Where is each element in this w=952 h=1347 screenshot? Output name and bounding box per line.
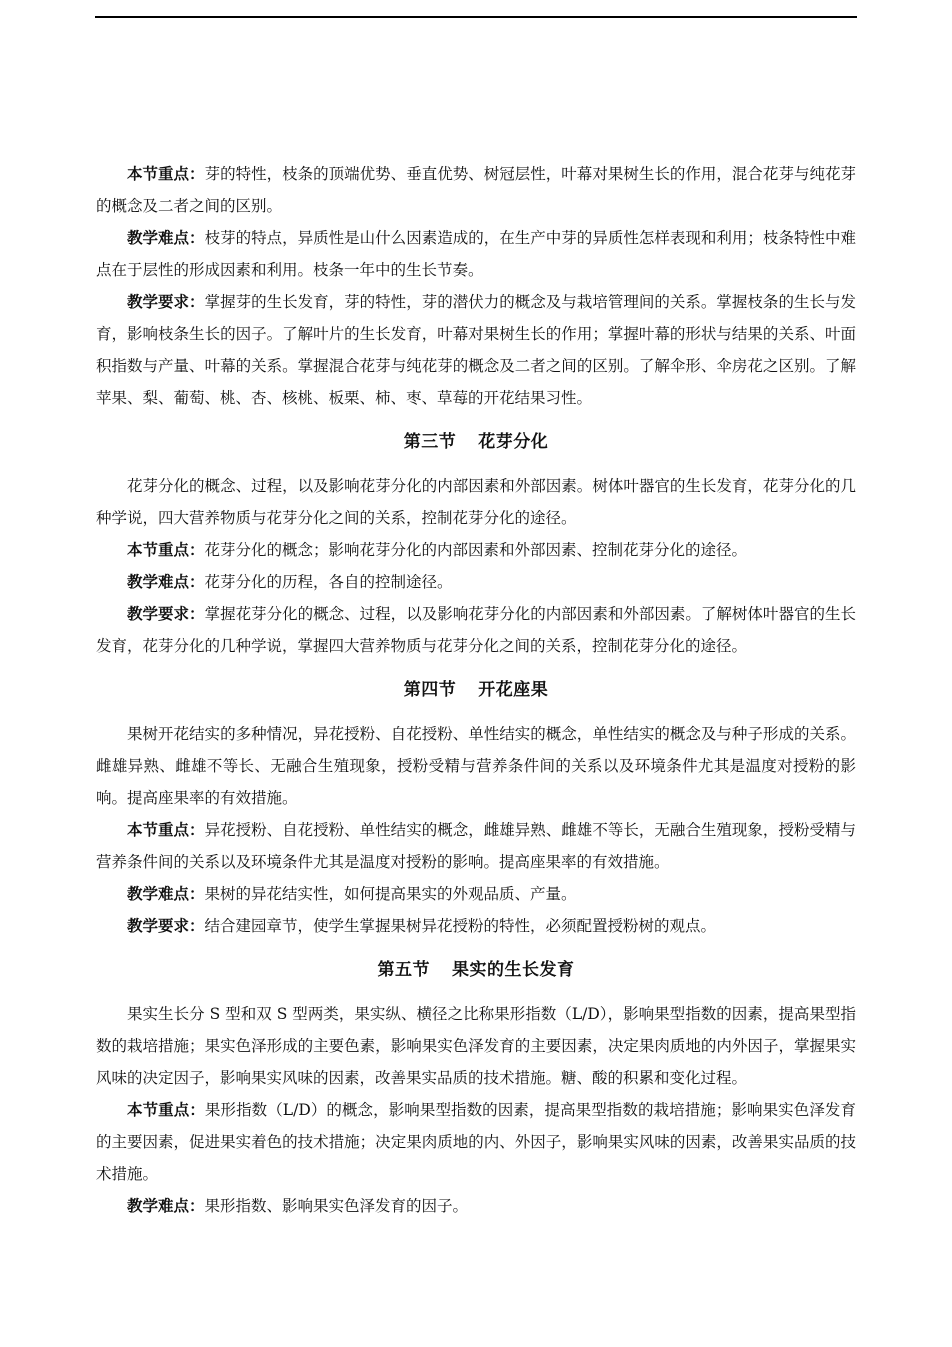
section2-key-points [96,158,856,222]
section5-difficulty [96,1190,856,1222]
difficulty-text: 花芽分化的历程，各自的控制途径。 [204,573,453,591]
requirement-label: 教学要求： [127,605,205,623]
requirement-text: 掌握芽的生长发育，芽的特性，芽的潜伏力的概念及与栽培管理间的关系。掌握枝条的生长与发育，影响枝条生长的因子。了解叶片的生长发育，叶幕对果树生长的作用；掌握叶幕的形状与结果的关系、叶面积指数与产量、叶幕的关系。掌握混合花芽与纯花芽的概念及二者之间的区别。了解伞形、伞房花之区别。了解苹果、梨、葡萄、桃、杏、核桃、板栗、柿、枣、草莓的开花结果习性。 [96,293,856,407]
section5-heading [96,952,856,988]
section4-intro: 果树开花结实的多种情况，异花授粉、自花授粉、单性结实的概念，单性结实的概念及与种子形成的关系。雌雄异熟、雌雄不等长、无融合生殖现象，授粉受精与营养条件间的关系以及环境条件尤其是温度对授粉的影响。提高座果率的有效措施。 [96,725,856,807]
key-points-label: 本节重点： [127,165,205,183]
key-points-label: 本节重点： [127,1101,205,1119]
key-points-label: 本节重点： [127,821,205,839]
document-body [96,158,856,1222]
section2-difficulty [96,222,856,286]
section4-key-points [96,814,856,878]
section3-number: 第三节 [403,432,457,452]
section3-heading [96,424,856,460]
section3-key-points [96,534,856,566]
header-rule [95,16,857,18]
section5-number: 第五节 [377,960,430,980]
key-points-label: 本节重点： [127,541,205,559]
section3-difficulty [96,566,856,598]
difficulty-text: 果树的异花结实性，如何提高果实的外观品质、产量。 [204,885,577,903]
section5-key-points [96,1094,856,1190]
requirement-text: 结合建园章节，使学生掌握果树异花授粉的特性，必须配置授粉树的观点。 [204,917,717,935]
requirement-text: 掌握花芽分化的概念、过程，以及影响花芽分化的内部因素和外部因素。了解树体叶器官的生长发育，花芽分化的几种学说，掌握四大营养物质与花芽分化之间的关系，控制花芽分化的途径。 [96,605,856,655]
requirement-label: 教学要求： [127,293,205,311]
section5-title: 果实的生长发育 [452,960,575,980]
section4-number: 第四节 [403,680,457,700]
difficulty-label: 教学难点： [127,229,205,247]
difficulty-label: 教学难点： [127,573,205,591]
difficulty-text: 果形指数、影响果实色泽发育的因子。 [204,1197,469,1215]
section4-requirement [96,910,856,942]
difficulty-text: 枝芽的特点，异质性是山什么因素造成的，在生产中芽的异质性怎样表现和利用；枝条特性中难点在于层性的形成因素和利用。枝条一年中的生长节奏。 [96,229,856,279]
requirement-label: 教学要求： [127,917,205,935]
key-points-text: 异花授粉、自花授粉、单性结实的概念，雌雄异熟、雌雄不等长，无融合生殖现象，授粉受精与营养条件间的关系以及环境条件尤其是温度对授粉的影响。提高座果率的有效措施。 [96,821,856,871]
difficulty-label: 教学难点： [127,1197,205,1215]
section2-requirement [96,286,856,414]
section3-intro: 花芽分化的概念、过程，以及影响花芽分化的内部因素和外部因素。树体叶器官的生长发育，花芽分化的几种学说，四大营养物质与花芽分化之间的关系，控制花芽分化的途径。 [96,477,856,527]
section3-title: 花芽分化 [478,432,549,452]
section4-title: 开花座果 [478,680,549,700]
section4-difficulty [96,878,856,910]
difficulty-label: 教学难点： [127,885,205,903]
key-points-text: 芽的特性，枝条的顶端优势、垂直优势、树冠层性，叶幕对果树生长的作用，混合花芽与纯花芽的概念及二者之间的区别。 [96,165,856,215]
section3-requirement [96,598,856,662]
section4-heading [96,672,856,708]
section5-intro: 果实生长分 S 型和双 S 型两类，果实纵、横径之比称果形指数（L/D），影响果型指数的因素，提高果型指数的栽培措施；果实色泽形成的主要色素，影响果实色泽发育的主要因素，决定果肉质地的内外因子，掌握果实风味的决定因子，影响果实风味的因素，改善果实品质的技术措施。糖、酸的积累和变化过程。 [96,1005,856,1087]
key-points-text: 花芽分化的概念；影响花芽分化的内部因素和外部因素、控制花芽分化的途径。 [204,541,748,559]
key-points-text: 果形指数（L/D）的概念，影响果型指数的因素，提高果型指数的栽培措施；影响果实色泽发育的主要因素，促进果实着色的技术措施；决定果肉质地的内、外因子，影响果实风味的因素，改善果实品质的技术措施。 [96,1101,856,1183]
